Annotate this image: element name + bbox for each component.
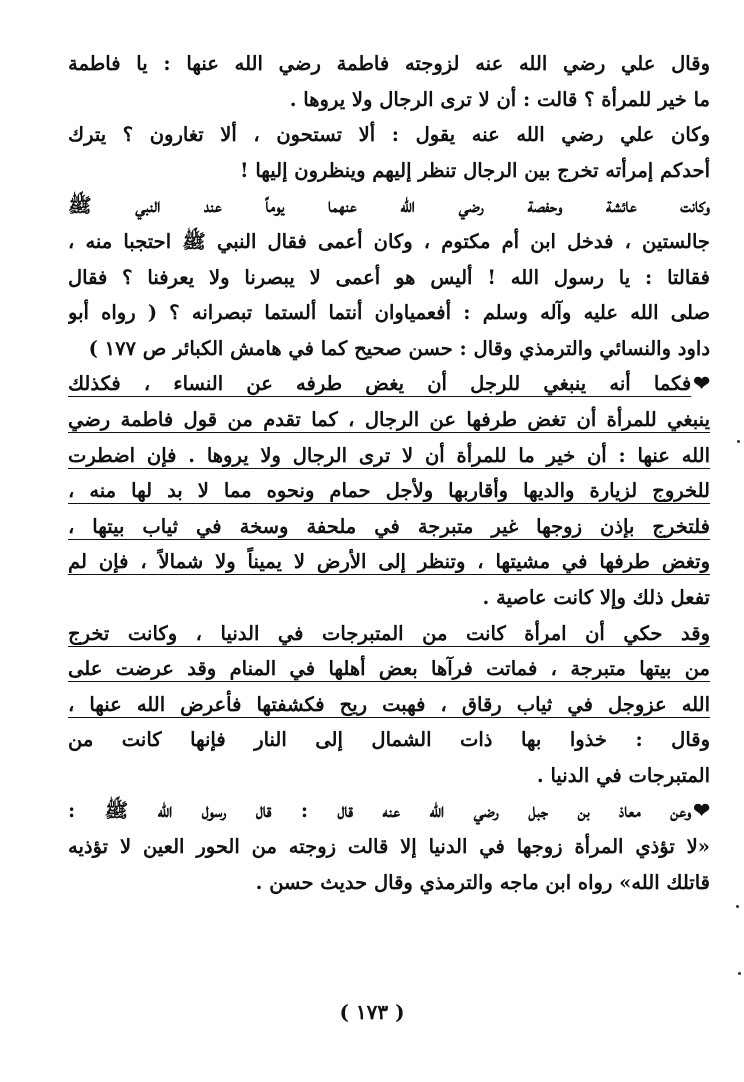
text-line-content: قاتلك الله» رواه ابن ماجه والترمذي وقال حديث حسن . <box>255 870 710 894</box>
text-line <box>68 402 710 438</box>
text-line <box>68 651 710 687</box>
heart-icon: ❤ <box>693 798 710 823</box>
text-line <box>68 331 710 367</box>
text-line <box>68 438 710 474</box>
text-line <box>68 829 710 865</box>
text-line <box>68 793 710 829</box>
text-line <box>68 366 710 402</box>
text-line-content: أحدكم إمرأته تخرج بين الرجال تنظر إليهم وينظرون إليها ! <box>239 158 710 182</box>
scan-speck <box>737 440 740 443</box>
text-line-content: «لا تؤذي المرأة زوجها في الدنيا إلا قالت زوجته من الحور العين لا تؤذيه <box>68 835 710 859</box>
text-line-content: ما خير للمرأة ؟ قالت : أن لا ترى الرجال ولا يروها . <box>289 87 710 111</box>
text-line-content: فقالتا : يا رسول الله ! أليس هو أعمى لا يبصرنا ولا يعرفنا ؟ فقال <box>68 265 710 289</box>
text-line-content: وقال علي رضي الله عنه لزوجته فاطمة رضي الله عنها : يا فاطمة <box>68 52 710 75</box>
scan-speck <box>738 972 741 975</box>
text-line <box>68 82 710 118</box>
text-line <box>68 580 710 616</box>
text-line <box>68 188 710 224</box>
text-line-content: وقد حكي أن امرأة كانت من المتبرجات في الدنيا ، وكانت تخرج <box>68 621 710 645</box>
text-line-content: وكان علي رضي الله عنه يقول : ألا تستحون ، ألا تغارون ؟ يترك <box>68 123 710 147</box>
heart-icon: ❤ <box>693 371 710 396</box>
text-line <box>68 865 710 901</box>
text-line-content: داود والنسائي والترمذي وقال : حسن صحيح كما في هامش الكبائر ص ١٧٧ ) <box>88 336 710 360</box>
text-line-content: تفعل ذلك وإلا كانت عاصية . <box>482 585 710 609</box>
text-line <box>68 544 710 580</box>
text-line-content: الله عزوجل في ثياب رقاق ، فهبت ريح فكشفتها فأعرض الله عنها ، <box>68 692 710 716</box>
text-line <box>68 117 710 153</box>
text-line <box>68 224 710 260</box>
text-line-content: جالستين ، فدخل ابن أم مكتوم ، وكان أعمى فقال النبي ﷺ احتجبا منه ، <box>68 229 710 253</box>
text-line-content: فلتخرج بإذن زوجها غير متبرجة في ملحفة وسخة في ثياب بيتها ، <box>68 514 710 538</box>
page-number: ( ١٧٣ ) <box>339 1000 405 1024</box>
body-text <box>68 46 710 900</box>
text-line-content: فكما أنه ينبغي للرجل أن يغض طرفه عن النساء ، فكذلك <box>68 372 692 396</box>
text-line <box>68 509 710 545</box>
text-line <box>68 260 710 296</box>
text-line-content: ينبغي للمرأة أن تغض طرفها عن الرجال ، كما تقدم من قول فاطمة رضي <box>68 407 710 431</box>
text-line <box>68 616 710 652</box>
text-line-content: المتبرجات في الدنيا . <box>536 763 710 787</box>
text-line <box>68 153 710 189</box>
text-line <box>68 722 710 758</box>
scan-speck <box>736 905 739 908</box>
text-line-content: وقال : خذوا بها ذات الشمال إلى النار فإنها كانت من <box>68 728 710 752</box>
text-line <box>68 473 710 509</box>
text-line-content: من بيتها متبرجة ، فماتت فرآها بعض أهلها في المنام وقد عرضت على <box>68 657 710 681</box>
text-line <box>68 295 710 331</box>
text-line-content: صلى الله عليه وآله وسلم : أفعمياوان أنتما ألستما تبصرانه ؟ ( رواه أبو <box>68 301 710 325</box>
text-line <box>68 687 710 723</box>
text-line-content: وعن معاذ بن جبل رضي الله عنه قال : قال رسول الله ﷺ : <box>68 799 692 823</box>
text-line <box>68 46 710 82</box>
text-line-content: للخروج لزيارة والديها وأقاربها ولأجل حمام ونحوه مما لا بد لها منه ، <box>68 479 710 503</box>
text-line-content: الله عنها : أن خير ما للمرأة أن لا ترى الرجال ولا يروها . فإن اضطرت <box>68 443 710 467</box>
text-line <box>68 758 710 794</box>
text-line-content: وكانت عائشة وحفصة رضي الله عنهما يوماً عند النبي ﷺ <box>68 194 710 218</box>
text-line-content: وتغض طرفها في مشيتها ، وتنظر إلى الأرض لا يميناً ولا شمالاً ، فإن لم <box>68 550 710 574</box>
